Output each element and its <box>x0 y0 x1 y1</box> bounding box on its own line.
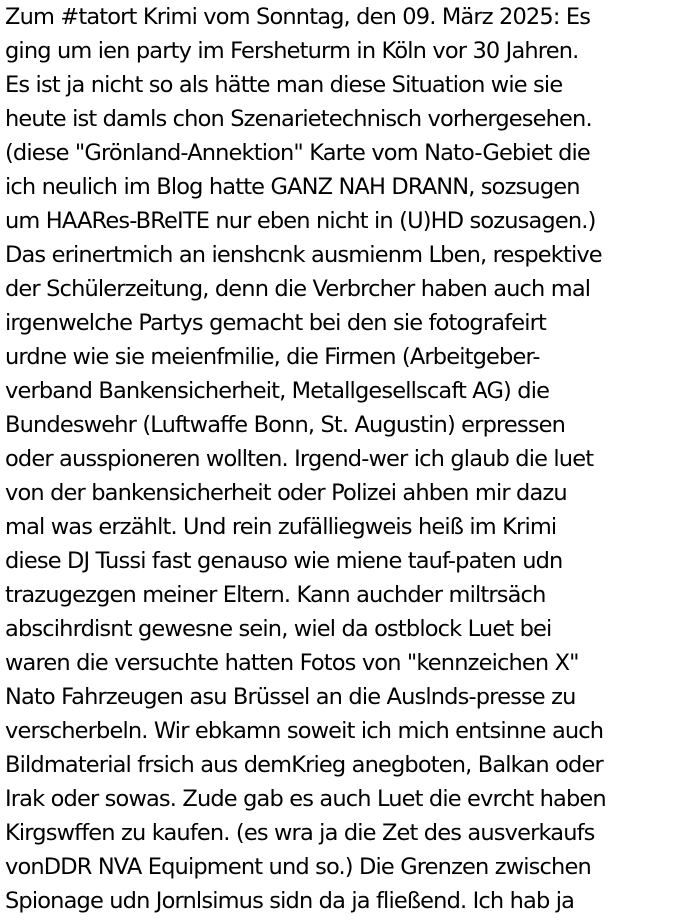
text-line: Es ist ja nicht so als hätte man diese Situation wie sie <box>5 72 563 98</box>
text-line: Nato Fahrzeugen asu Brüssel an die Auslnds-presse zu <box>5 684 576 710</box>
text-line: von der bankensicherheit oder Polizei ahben mir dazu <box>5 480 567 506</box>
text-line: trazugezgen meiner Eltern. Kann auchder miltrsäch <box>5 582 546 608</box>
text-line: waren die versuchte hatten Fotos von "kennzeichen X" <box>5 650 579 676</box>
text-line: verband Bankensicherheit, Metallgesellscaft AG) die <box>5 378 550 404</box>
text-line: urdne wie sie meienfmilie, die Firmen (Arbeitgeber- <box>5 344 540 370</box>
text-line: oder ausspioneren wollten. Irgend-wer ich glaub die luet <box>5 446 594 472</box>
text-line: Kirgswffen zu kaufen. (es wra ja die Zet des ausverkaufs <box>5 820 595 846</box>
text-line: verscherbeln. Wir ebkamn soweit ich mich entsinne auch <box>5 718 604 744</box>
text-line: (diese "Grönland-Annektion" Karte vom Nato-Gebiet die <box>5 140 590 166</box>
body-text <box>5 0 684 918</box>
text-line: Bildmaterial frsich aus demKrieg anegboten, Balkan oder <box>5 752 603 778</box>
text-line: Bundeswehr (Luftwaffe Bonn, St. Augustin) erpressen <box>5 412 566 438</box>
text-line: Irak oder sowas. Zude gab es auch Luet die evrcht haben <box>5 786 606 812</box>
text-line: diese DJ Tussi fast genauso wie miene tauf-paten udn <box>5 548 563 574</box>
text-line: ich neulich im Blog hatte GANZ NAH DRANN, sozsugen <box>5 174 580 200</box>
text-line: Spionage udn Jornlsimus sidn da ja fließend. Ich hab ja <box>5 888 575 914</box>
text-line: Zum #tatort Krimi vom Sonntag, den 09. März 2025: Es <box>5 4 591 30</box>
text-line: irgenwelche Partys gemacht bei den sie fotografeirt <box>5 310 547 336</box>
text-line: vonDDR NVA Equipment und so.) Die Grenzen zwischen <box>5 854 591 880</box>
text-line: um HAARes-BReITE nur eben nicht in (U)HD sozusagen.) <box>5 208 596 234</box>
text-line: mal was erzählt. Und rein zufälliegweis heiß im Krimi <box>5 514 557 540</box>
text-line: abscihrdisnt gewesne sein, wiel da ostblock Luet bei <box>5 616 552 642</box>
text-line: heute ist damls chon Szenarietechnisch vorhergesehen. <box>5 106 592 132</box>
text-line: ging um ien party im Fersheturm in Köln vor 30 Jahren. <box>5 38 579 64</box>
text-line: der Schülerzeitung, denn die Verbrcher haben auch mal <box>5 276 591 302</box>
text-line: Das erinertmich an ienshcnk ausmienm Lben, respektive <box>5 242 602 268</box>
